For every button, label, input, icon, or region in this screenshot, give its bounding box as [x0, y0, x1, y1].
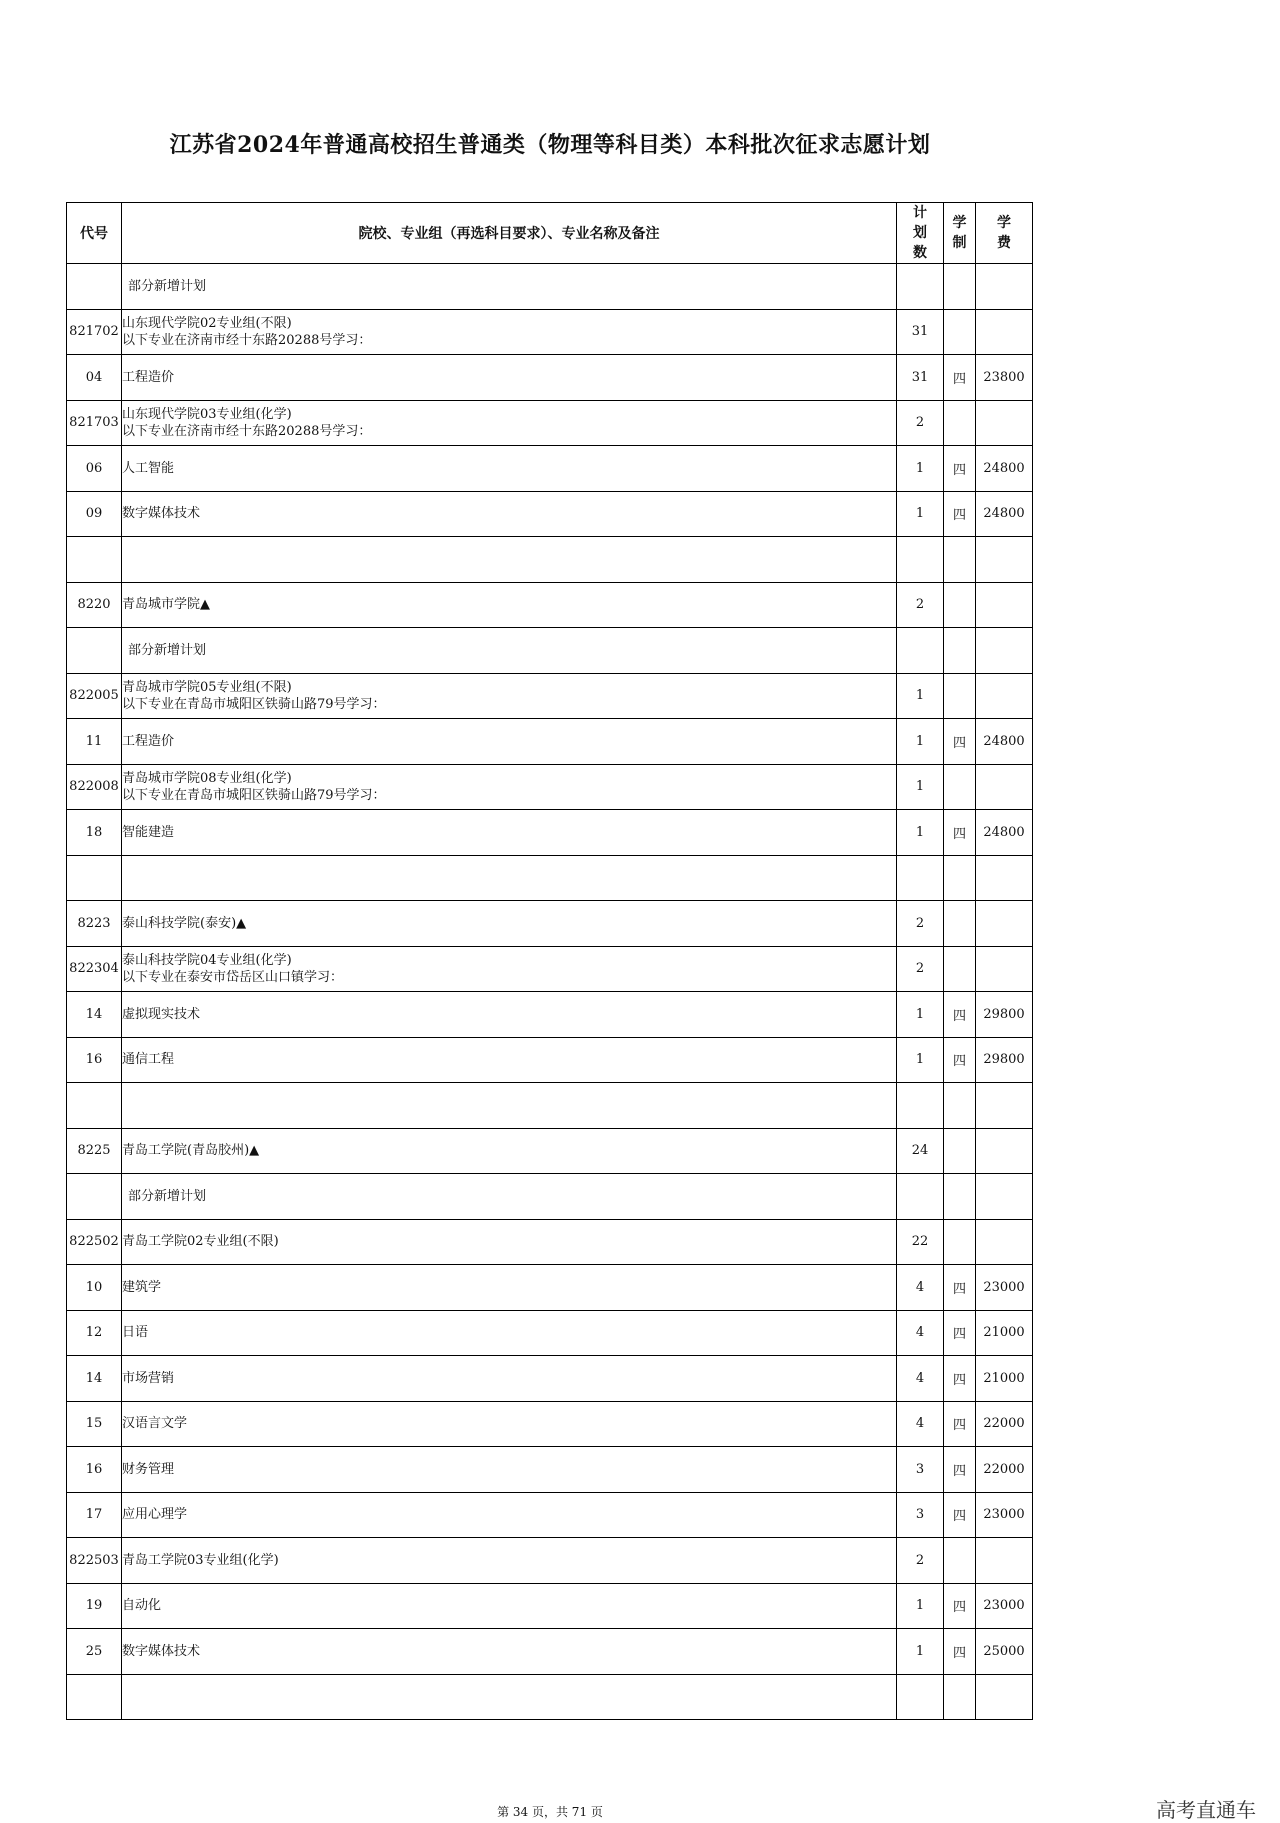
- cell-name: [122, 810, 897, 856]
- table-row: [67, 1538, 1033, 1584]
- table-row: [67, 491, 1033, 537]
- table-row: [67, 309, 1033, 355]
- cell-fee: 23000: [976, 1583, 1033, 1629]
- cell-fee: [976, 264, 1033, 310]
- cell-name: [122, 1583, 897, 1629]
- table-row: [67, 1265, 1033, 1311]
- cell-code: 821703: [67, 400, 122, 446]
- cell-code: 8220: [67, 582, 122, 628]
- cell-fee: 23000: [976, 1265, 1033, 1311]
- cell-duration: 四: [944, 1037, 976, 1083]
- cell-plan: [897, 628, 944, 674]
- cell-name-text: 虚拟现实技术: [122, 1006, 201, 1022]
- cell-fee: [976, 1174, 1033, 1220]
- table-row: [67, 1128, 1033, 1174]
- cell-fee: [976, 1538, 1033, 1584]
- cell-name-text: 工程造价: [122, 733, 175, 749]
- cell-plan: 22: [897, 1219, 944, 1265]
- cell-plan: 3: [897, 1447, 944, 1493]
- cell-name: [122, 1083, 897, 1129]
- cell-plan: 3: [897, 1492, 944, 1538]
- table-row: [67, 1629, 1033, 1675]
- cell-code: 822503: [67, 1538, 122, 1584]
- cell-plan: 1: [897, 1629, 944, 1675]
- page-title: 江苏省2024年普通高校招生普通类（物理等科目类）本科批次征求志愿计划: [169, 132, 931, 158]
- cell-name-text: 青岛工学院02专业组(不限): [122, 1234, 279, 1250]
- cell-fee: 24800: [976, 810, 1033, 856]
- cell-name: [122, 264, 897, 310]
- cell-name: [122, 855, 897, 901]
- cell-name: [122, 1037, 897, 1083]
- cell-plan: 1: [897, 719, 944, 765]
- cell-code: 09: [67, 491, 122, 537]
- cell-name: [122, 992, 897, 1038]
- cell-duration: [944, 764, 976, 810]
- cell-fee: [976, 1128, 1033, 1174]
- cell-name: [122, 1174, 897, 1220]
- table-row: [67, 719, 1033, 765]
- cell-name: [122, 1629, 897, 1675]
- table-row: [67, 1219, 1033, 1265]
- cell-plan: 24: [897, 1128, 944, 1174]
- cell-fee: 24800: [976, 446, 1033, 492]
- header-fee-text: 学 费: [997, 215, 1011, 251]
- cell-code: 18: [67, 810, 122, 856]
- cell-name-text: 青岛城市学院08专业组(化学): [122, 770, 292, 786]
- cell-plan: 4: [897, 1401, 944, 1447]
- cell-plan: [897, 1174, 944, 1220]
- cell-duration: [944, 946, 976, 992]
- cell-duration: [944, 582, 976, 628]
- table-row: [67, 1174, 1033, 1220]
- table-row: [67, 537, 1033, 583]
- cell-plan: 31: [897, 309, 944, 355]
- cell-plan: 1: [897, 673, 944, 719]
- cell-name-text: 智能建造: [122, 824, 175, 840]
- cell-plan: [897, 264, 944, 310]
- cell-name-text: 山东现代学院03专业组(化学): [122, 406, 292, 422]
- cell-name-text: 财务管理: [122, 1461, 175, 1477]
- cell-code: 822008: [67, 764, 122, 810]
- cell-code: 16: [67, 1447, 122, 1493]
- cell-name-text: 山东现代学院02专业组(不限): [122, 315, 292, 331]
- cell-name-text: 工程造价: [122, 369, 175, 385]
- cell-name: [122, 1219, 897, 1265]
- cell-plan: 4: [897, 1265, 944, 1311]
- cell-duration: [944, 901, 976, 947]
- cell-code: 822304: [67, 946, 122, 992]
- cell-duration: 四: [944, 1629, 976, 1675]
- table-row: [67, 1492, 1033, 1538]
- cell-fee: [976, 628, 1033, 674]
- table-row: [67, 1356, 1033, 1402]
- cell-code: 822005: [67, 673, 122, 719]
- cell-code: [67, 1083, 122, 1129]
- cell-duration: [944, 264, 976, 310]
- cell-duration: [944, 1083, 976, 1129]
- cell-name: [122, 1447, 897, 1493]
- cell-code: 25: [67, 1629, 122, 1675]
- cell-plan: 2: [897, 946, 944, 992]
- cell-name: [122, 355, 897, 401]
- cell-plan: 2: [897, 400, 944, 446]
- cell-code: 17: [67, 1492, 122, 1538]
- cell-plan: 1: [897, 764, 944, 810]
- cell-name-text: 部分新增计划: [128, 278, 207, 294]
- watermark-text: 高考直通车: [1156, 1798, 1256, 1822]
- cell-name: [122, 1492, 897, 1538]
- table-row: [67, 1674, 1033, 1720]
- cell-name: [122, 1674, 897, 1720]
- cell-fee: [976, 582, 1033, 628]
- cell-fee: [976, 309, 1033, 355]
- cell-name-note: 以下专业在青岛市城阳区铁骑山路79号学习：: [122, 787, 386, 803]
- table-body: [67, 264, 1033, 1720]
- cell-duration: 四: [944, 1401, 976, 1447]
- cell-duration: [944, 1538, 976, 1584]
- header-duration: [944, 203, 976, 264]
- cell-name: [122, 309, 897, 355]
- cell-duration: 四: [944, 446, 976, 492]
- table-row: [67, 1447, 1033, 1493]
- cell-code: 15: [67, 1401, 122, 1447]
- cell-name-text: 青岛城市学院▲: [122, 597, 210, 613]
- cell-plan: 4: [897, 1356, 944, 1402]
- cell-name: [122, 1538, 897, 1584]
- table-row: [67, 628, 1033, 674]
- cell-name: [122, 719, 897, 765]
- cell-plan: 1: [897, 1037, 944, 1083]
- cell-plan: 2: [897, 901, 944, 947]
- header-fee: [976, 203, 1033, 264]
- cell-fee: [976, 673, 1033, 719]
- cell-duration: [944, 855, 976, 901]
- cell-plan: 2: [897, 1538, 944, 1584]
- table-row: [67, 1583, 1033, 1629]
- cell-plan: [897, 855, 944, 901]
- cell-code: 06: [67, 446, 122, 492]
- cell-plan: 1: [897, 491, 944, 537]
- table-row: [67, 1083, 1033, 1129]
- cell-fee: [976, 946, 1033, 992]
- cell-name-text: 青岛工学院03专业组(化学): [122, 1552, 279, 1568]
- cell-fee: 29800: [976, 1037, 1033, 1083]
- cell-code: 8223: [67, 901, 122, 947]
- cell-name-text: 市场营销: [122, 1370, 175, 1386]
- header-plan: [897, 203, 944, 264]
- table-row: [67, 992, 1033, 1038]
- cell-fee: [976, 537, 1033, 583]
- cell-name-text: 人工智能: [122, 460, 175, 476]
- cell-duration: [944, 1128, 976, 1174]
- table-row: [67, 764, 1033, 810]
- cell-name: [122, 446, 897, 492]
- cell-fee: 23800: [976, 355, 1033, 401]
- cell-duration: 四: [944, 810, 976, 856]
- cell-fee: 23000: [976, 1492, 1033, 1538]
- table-row: [67, 673, 1033, 719]
- cell-duration: 四: [944, 1310, 976, 1356]
- header-plan-text: 计 划 数: [913, 205, 927, 261]
- cell-duration: 四: [944, 1356, 976, 1402]
- cell-code: 19: [67, 1583, 122, 1629]
- cell-fee: [976, 901, 1033, 947]
- cell-name-text: 数字媒体技术: [122, 1643, 201, 1659]
- cell-name: [122, 582, 897, 628]
- cell-duration: 四: [944, 992, 976, 1038]
- table-row: [67, 446, 1033, 492]
- cell-duration: 四: [944, 355, 976, 401]
- cell-name: [122, 946, 897, 992]
- cell-fee: [976, 1674, 1033, 1720]
- table-row: [67, 810, 1033, 856]
- cell-name: [122, 1265, 897, 1311]
- cell-duration: [944, 537, 976, 583]
- cell-name: [122, 400, 897, 446]
- cell-fee: [976, 764, 1033, 810]
- table-row: [67, 901, 1033, 947]
- cell-code: [67, 537, 122, 583]
- cell-code: 16: [67, 1037, 122, 1083]
- cell-fee: [976, 1083, 1033, 1129]
- cell-name-note: 以下专业在济南市经十东路20288号学习：: [122, 423, 372, 439]
- cell-name: [122, 1310, 897, 1356]
- cell-plan: 1: [897, 992, 944, 1038]
- cell-duration: [944, 1674, 976, 1720]
- cell-fee: 21000: [976, 1356, 1033, 1402]
- cell-name: [122, 628, 897, 674]
- table-row: [67, 1310, 1033, 1356]
- cell-fee: 22000: [976, 1447, 1033, 1493]
- cell-plan: 1: [897, 446, 944, 492]
- cell-name-text: 数字媒体技术: [122, 506, 201, 522]
- cell-name-text: 部分新增计划: [128, 642, 207, 658]
- cell-name: [122, 673, 897, 719]
- cell-name: [122, 1128, 897, 1174]
- table-header-row: [67, 203, 1033, 264]
- cell-duration: 四: [944, 491, 976, 537]
- cell-name-text: 通信工程: [122, 1052, 175, 1068]
- cell-name-text: 自动化: [122, 1598, 162, 1614]
- table-row: [67, 1401, 1033, 1447]
- cell-name-text: 建筑学: [122, 1279, 162, 1295]
- cell-fee: 29800: [976, 992, 1033, 1038]
- cell-name-text: 应用心理学: [122, 1507, 188, 1523]
- cell-plan: 1: [897, 810, 944, 856]
- cell-duration: 四: [944, 1447, 976, 1493]
- cell-name-text: 青岛城市学院05专业组(不限): [122, 679, 292, 695]
- cell-duration: [944, 1219, 976, 1265]
- cell-name-text: 日语: [122, 1325, 149, 1341]
- cell-duration: [944, 1174, 976, 1220]
- table-row: [67, 946, 1033, 992]
- cell-fee: 25000: [976, 1629, 1033, 1675]
- cell-fee: [976, 400, 1033, 446]
- cell-fee: [976, 1219, 1033, 1265]
- cell-code: 10: [67, 1265, 122, 1311]
- cell-name-text: 泰山科技学院04专业组(化学): [122, 952, 292, 968]
- table-row: [67, 582, 1033, 628]
- cell-name-text: 泰山科技学院(泰安)▲: [122, 915, 247, 931]
- table-row: [67, 355, 1033, 401]
- cell-code: [67, 855, 122, 901]
- table-row: [67, 400, 1033, 446]
- cell-plan: 4: [897, 1310, 944, 1356]
- cell-name: [122, 764, 897, 810]
- cell-plan: 1: [897, 1583, 944, 1629]
- enrollment-plan-table: [66, 202, 1033, 1720]
- cell-plan: [897, 1083, 944, 1129]
- cell-name: [122, 491, 897, 537]
- cell-duration: [944, 400, 976, 446]
- cell-code: [67, 1174, 122, 1220]
- page-footer: 第 34 页，共 71 页: [497, 1805, 603, 1819]
- cell-name-text: 汉语言文学: [122, 1416, 188, 1432]
- table-row: [67, 855, 1033, 901]
- table-row: [67, 264, 1033, 310]
- cell-code: [67, 628, 122, 674]
- cell-plan: [897, 1674, 944, 1720]
- cell-code: [67, 264, 122, 310]
- cell-duration: 四: [944, 719, 976, 765]
- header-duration-text: 学 制: [952, 215, 967, 251]
- cell-name: [122, 901, 897, 947]
- cell-duration: 四: [944, 1492, 976, 1538]
- cell-duration: 四: [944, 1265, 976, 1311]
- cell-plan: 2: [897, 582, 944, 628]
- cell-plan: 31: [897, 355, 944, 401]
- cell-name: [122, 1401, 897, 1447]
- cell-fee: [976, 855, 1033, 901]
- cell-name-text: 青岛工学院(青岛胶州)▲: [122, 1143, 260, 1159]
- cell-duration: [944, 628, 976, 674]
- cell-name-text: 部分新增计划: [128, 1188, 207, 1204]
- cell-name-note: 以下专业在济南市经十东路20288号学习：: [122, 332, 372, 348]
- cell-name-note: 以下专业在青岛市城阳区铁骑山路79号学习：: [122, 696, 386, 712]
- cell-plan: [897, 537, 944, 583]
- cell-code: 04: [67, 355, 122, 401]
- cell-fee: 24800: [976, 491, 1033, 537]
- cell-code: 822502: [67, 1219, 122, 1265]
- cell-code: [67, 1674, 122, 1720]
- cell-code: 8225: [67, 1128, 122, 1174]
- cell-duration: [944, 309, 976, 355]
- cell-duration: [944, 673, 976, 719]
- cell-duration: 四: [944, 1583, 976, 1629]
- cell-code: 14: [67, 1356, 122, 1402]
- header-code: 代号: [67, 203, 122, 264]
- cell-name: [122, 1356, 897, 1402]
- cell-fee: 24800: [976, 719, 1033, 765]
- cell-code: 11: [67, 719, 122, 765]
- cell-fee: 22000: [976, 1401, 1033, 1447]
- cell-code: 12: [67, 1310, 122, 1356]
- cell-name-note: 以下专业在泰安市岱岳区山口镇学习：: [122, 969, 344, 985]
- cell-fee: 21000: [976, 1310, 1033, 1356]
- header-name: 院校、专业组（再选科目要求）、专业名称及备注: [122, 203, 897, 264]
- table-row: [67, 1037, 1033, 1083]
- cell-code: 14: [67, 992, 122, 1038]
- cell-code: 821702: [67, 309, 122, 355]
- cell-name: [122, 537, 897, 583]
